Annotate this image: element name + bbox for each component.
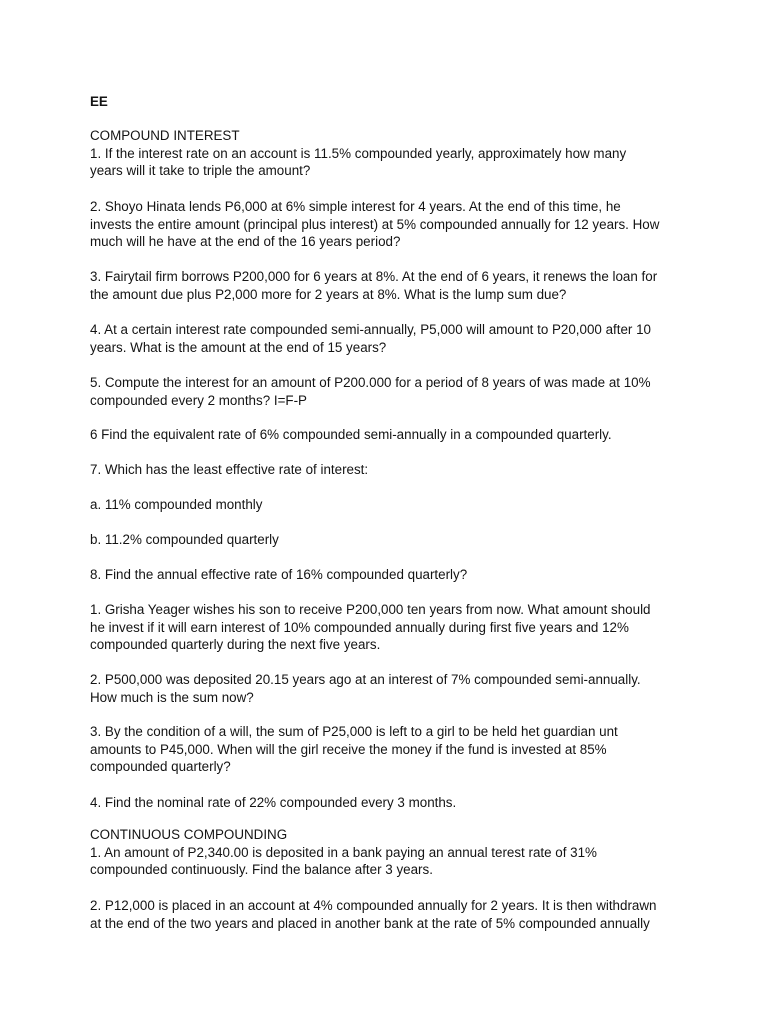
question-line: 4. Find the nominal rate of 22% compounded every 3 months. — [90, 795, 457, 810]
question-line: 1. Grisha Yeager wishes his son to receive P200,000 ten years from now. What amount should — [90, 602, 651, 617]
paragraph — [90, 723, 690, 776]
option-line: a. 11% compounded monthly — [90, 497, 263, 512]
question-line: he invest if it will earn interest of 10% compounded annually during first five years and 12% — [90, 619, 629, 635]
question-line: 7. Which has the least effective rate of interest: — [90, 462, 369, 477]
question-line: 5. Compute the interest for an amount of P200.000 for a period of 8 years of was made at 10% — [90, 375, 651, 390]
question-line: 1. If the interest rate on an account is 11.5% compounded yearly, approximately how many — [90, 145, 627, 161]
question-line: compounded continuously. Find the balance after 3 years. — [90, 862, 433, 878]
question-line: compounded quarterly? — [90, 759, 231, 775]
question-line: years. What is the amount at the end of 15 years? — [90, 339, 387, 355]
question-line: the amount due plus P2,000 more for 2 years at 8%. What is the lump sum due? — [90, 286, 567, 302]
question-line: 3. Fairytail firm borrows P200,000 for 6 years at 8%. At the end of 6 years, it renews the loan for — [90, 269, 658, 284]
question-line: 2. Shoyo Hinata lends P6,000 at 6% simple interest for 4 years. At the end of this time, he — [90, 199, 621, 214]
question-line: 8. Find the annual effective rate of 16% compounded quarterly? — [90, 567, 468, 582]
section-continuous-compounding — [90, 826, 690, 879]
paragraph — [90, 601, 690, 654]
question-line: compounded every 2 months? I=F-P — [90, 392, 307, 408]
option-line: b. 11.2% compounded quarterly — [90, 532, 279, 547]
section-heading: CONTINUOUS COMPOUNDING — [90, 827, 288, 842]
question-line: at the end of the two years and placed in another bank at the rate of 5% compounded annually — [90, 915, 650, 931]
question-line: 6 Find the equivalent rate of 6% compounded semi-annually in a compounded quarterly. — [90, 427, 612, 442]
paragraph — [90, 321, 690, 356]
paragraph — [90, 426, 690, 444]
paragraph — [90, 496, 690, 514]
question-line: invests the entire amount (principal plus interest) at 5% compounded annually for 12 years. How — [90, 216, 660, 232]
document-title: EE — [90, 94, 108, 109]
question-line: amounts to P45,000. When will the girl receive the money if the fund is invested at 85% — [90, 741, 607, 757]
question-line: much will he have at the end of the 16 years period? — [90, 234, 401, 250]
paragraph — [90, 566, 690, 584]
question-line: How much is the sum now? — [90, 689, 254, 705]
paragraph — [90, 461, 690, 479]
paragraph — [90, 531, 690, 549]
section-heading: COMPOUND INTEREST — [90, 128, 240, 143]
question-line: years will it take to triple the amount? — [90, 163, 311, 179]
question-line: 2. P500,000 was deposited 20.15 years ago at an interest of 7% compounded semi-annually. — [90, 672, 641, 687]
paragraph — [90, 794, 690, 812]
question-line: 2. P12,000 is placed in an account at 4% compounded annually for 2 years. It is then withdrawn — [90, 898, 657, 913]
question-line: 4. At a certain interest rate compounded semi-annually, P5,000 will amount to P20,000 after 10 — [90, 322, 651, 337]
question-line: 1. An amount of P2,340.00 is deposited in a bank paying an annual terest rate of 31% — [90, 844, 597, 860]
paragraph — [90, 671, 690, 706]
paragraph — [90, 374, 690, 409]
question-line: compounded quarterly during the next five years. — [90, 637, 381, 653]
section-compound-interest — [90, 127, 690, 180]
paragraph — [90, 198, 690, 251]
paragraph — [90, 268, 690, 303]
question-line: 3. By the condition of a will, the sum of P25,000 is left to a girl to be held het guardian unt — [90, 724, 618, 739]
paragraph — [90, 897, 690, 932]
